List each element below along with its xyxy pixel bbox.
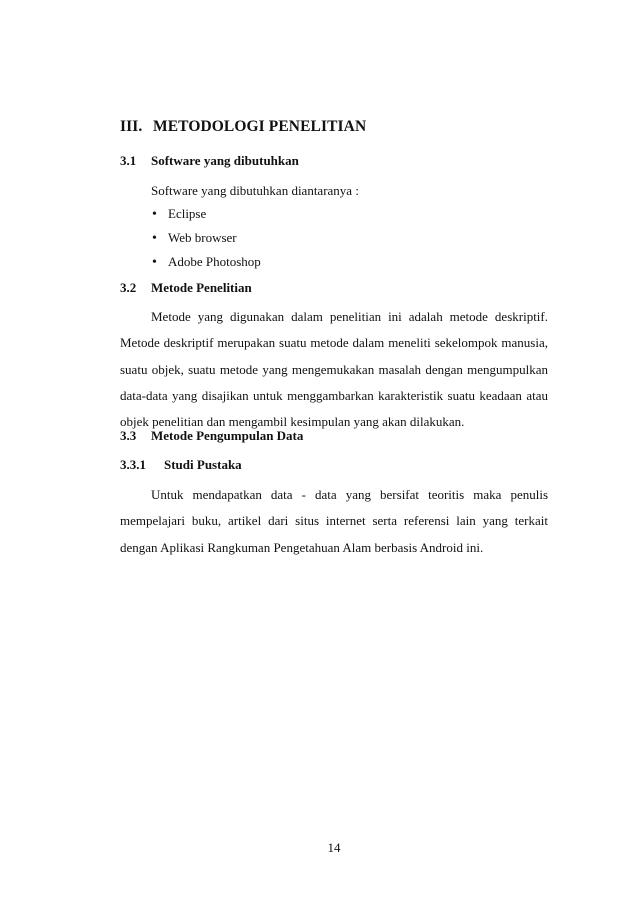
- subsection-number: 3.3.1: [120, 457, 146, 472]
- subsection-title: Metode Penelitian: [151, 280, 252, 295]
- software-intro: Software yang dibutuhkan diantaranya :: [151, 183, 359, 198]
- page-number: 14: [327, 840, 341, 855]
- paragraph-text: Untuk mendapatkan data - data yang bersifat teoritis maka penulis mempelajari buku, artikel dari situs internet serta referensi lain yang terkait dengan Aplikasi Rangkuman Pengetahuan Alam berbasis Android ini.: [120, 487, 548, 555]
- subsection-number: 3.2: [120, 280, 137, 295]
- metode-paragraph: [120, 304, 548, 435]
- bullet-icon: [152, 253, 168, 273]
- subsection-title: Software yang dibutuhkan: [151, 153, 299, 168]
- subsection-heading-3-1: [120, 153, 299, 169]
- studi-pustaka-paragraph: [120, 482, 548, 561]
- bullet-icon: [152, 229, 168, 249]
- subsection-number: 3.3: [120, 428, 137, 443]
- section-title: METODOLOGI PENELITIAN: [153, 118, 367, 135]
- section-number: III.: [120, 118, 143, 135]
- list-item: •Eclipse: [152, 204, 261, 228]
- paragraph-text: Metode yang digunakan dalam penelitian ini adalah metode deskriptif. Metode deskriptif merupakan suatu metode dalam meneliti sekelompok manusia, suatu objek, suatu metode yang mengemukakan masalah dengan mengumpulkan data-data yang disajikan untuk menggambarkan karakteristik suatu keadaan atau objek penelitian dan mengambil kesimpulan yang akan dilakukan.: [120, 309, 548, 430]
- subsection-number: 3.1: [120, 153, 137, 168]
- subsection-heading-3-2: [120, 280, 252, 296]
- subsection-heading-3-3: [120, 428, 303, 444]
- subsection-heading-3-3-1: [120, 457, 242, 473]
- subsection-title: Metode Pengumpulan Data: [151, 428, 304, 443]
- list-item: •Adobe Photoshop: [152, 252, 261, 276]
- section-heading: [120, 118, 366, 136]
- software-list: [152, 204, 261, 276]
- subsection-title: Studi Pustaka: [164, 457, 242, 472]
- list-item: •Web browser: [152, 228, 261, 252]
- bullet-icon: [152, 205, 168, 225]
